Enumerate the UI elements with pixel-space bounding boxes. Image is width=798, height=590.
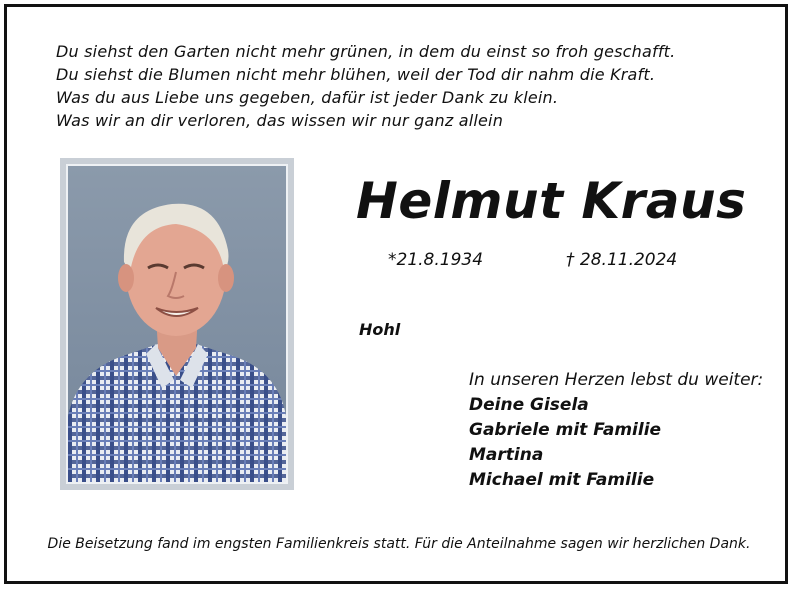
poem-line: Du siehst die Blumen nicht mehr blühen, weil der Tod dir nahm die Kraft. xyxy=(56,65,656,84)
place-name: Hohl xyxy=(359,320,401,339)
memorial-poem xyxy=(56,40,675,132)
deceased-name: Helmut Kraus xyxy=(356,172,747,230)
mourner-name: Deine Gisela xyxy=(469,395,589,415)
birth-date: *21.8.1934 xyxy=(388,250,484,270)
mourner-name: Michael mit Familie xyxy=(469,470,655,490)
mourners-intro: In unseren Herzen lebst du weiter: xyxy=(469,370,764,390)
death-date: † 28.11.2024 xyxy=(566,250,678,270)
mourner-name: Gabriele mit Familie xyxy=(469,420,662,440)
poem-line: Was wir an dir verloren, das wissen wir nur ganz allein xyxy=(56,111,504,130)
portrait-image xyxy=(66,164,288,484)
funeral-notice: Die Beisetzung fand im engsten Familienkreis statt. Für die Anteilnahme sagen wir herzlichen Dank. xyxy=(47,536,751,552)
mourner-name: Martina xyxy=(469,445,544,465)
mourners-block xyxy=(469,368,763,493)
poem-line: Du siehst den Garten nicht mehr grünen, in dem du einst so froh geschafft. xyxy=(56,42,676,61)
poem-line: Was du aus Liebe uns gegeben, dafür ist jeder Dank zu klein. xyxy=(56,88,559,107)
portrait-photo xyxy=(60,158,294,490)
